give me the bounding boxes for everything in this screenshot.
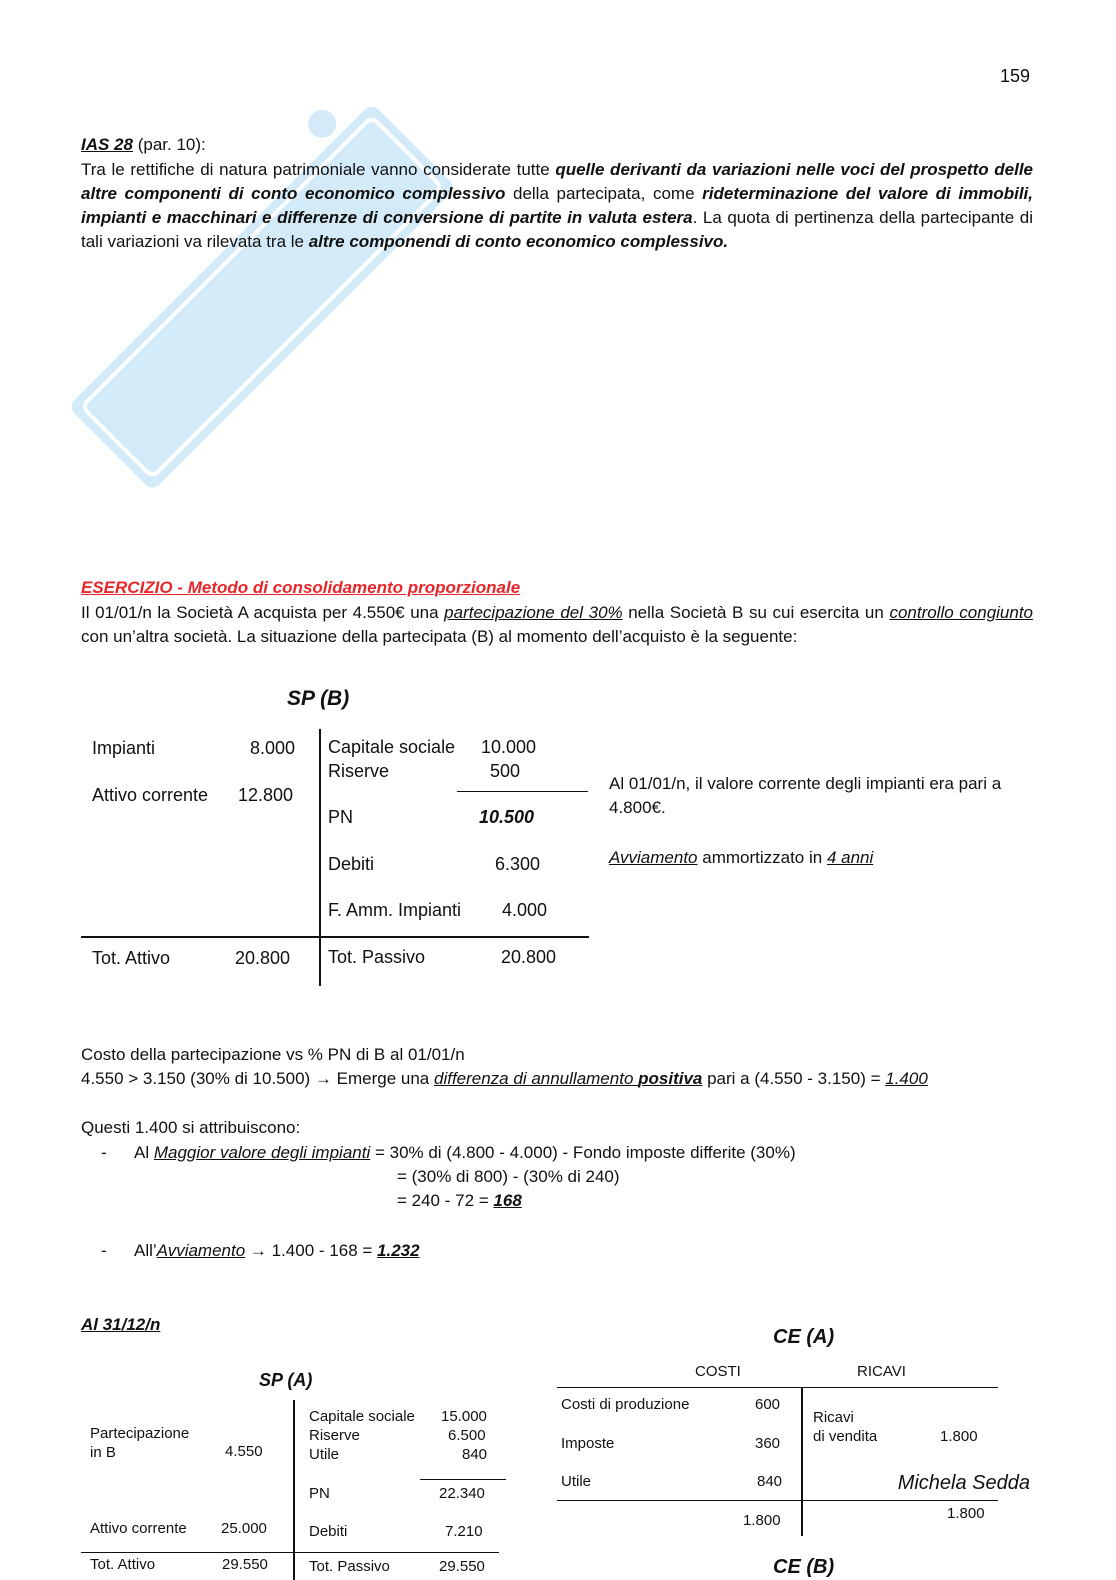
- spa-deb-label: Debiti: [309, 1523, 348, 1540]
- spa-title: SP (A): [259, 1370, 313, 1390]
- spa-part-value: 4.550: [225, 1443, 263, 1460]
- spa-part-label: Partecipazione in B: [90, 1425, 190, 1461]
- cea-r1-value: 1.800: [940, 1428, 978, 1445]
- cea-title: CE (A): [773, 1326, 835, 1348]
- spb-asset-value: 12.800: [238, 785, 294, 805]
- bullet-dash: -: [101, 1241, 107, 1260]
- spb-ris-label: Riserve: [328, 761, 390, 781]
- spb-total-line: [81, 936, 589, 938]
- cea-tot-left: 1.800: [743, 1512, 781, 1529]
- section-date: Al 31/12/n: [81, 1315, 161, 1334]
- spa-tot-label: Tot. Attivo: [90, 1556, 156, 1573]
- spa-total-line: [81, 1552, 499, 1553]
- attrib-b1-result: 168: [493, 1191, 522, 1210]
- spa-pn-line: [420, 1479, 506, 1480]
- spa-pn-label: PN: [309, 1485, 330, 1502]
- spb-cap-label: Capitale sociale: [328, 737, 456, 757]
- attrib-title: Questi 1.400 si attribuiscono:: [81, 1118, 301, 1137]
- cea-header-line: [557, 1387, 998, 1388]
- spa-cap-value: 15.000: [441, 1408, 487, 1425]
- cea-costi-header: COSTI: [695, 1363, 741, 1380]
- cea-c1-label: Costi di produzione: [561, 1396, 690, 1413]
- cea-ricavi-header: RICAVI: [857, 1363, 906, 1380]
- cost-text-d: pari a (4.550 - 3.150) =: [702, 1069, 886, 1088]
- spa-tot-value: 29.550: [222, 1556, 268, 1573]
- spb-deb-value: 6.300: [495, 854, 541, 874]
- cea-total-line: [557, 1500, 998, 1501]
- ias-paragraph: [81, 158, 1033, 254]
- spb-asset-label: Attivo corrente: [92, 785, 209, 805]
- page-number: 159: [999, 66, 1030, 86]
- exercise-intro-2: partecipazione del 30%: [444, 603, 623, 622]
- cea-tot-right: 1.800: [947, 1505, 985, 1522]
- spa-cap-label: Capitale sociale: [309, 1408, 415, 1425]
- ias-text-2: quelle derivanti da variazioni nelle voci del prospetto delle altre componenti di conto economico complessivo: [81, 160, 1033, 203]
- spb-deb-label: Debiti: [328, 854, 375, 874]
- cost-line-2: [81, 1067, 928, 1091]
- spa-totp-value: 29.550: [439, 1558, 485, 1575]
- attrib-bullet-2: [134, 1239, 420, 1263]
- author-signature: Michela Sedda: [897, 1472, 1030, 1494]
- ias-text-1: Tra le rettifiche di natura patrimoniale vanno considerate tutte: [81, 160, 556, 179]
- cost-line-1: Costo della partecipazione vs % PN di B al 01/01/n: [81, 1045, 465, 1064]
- spb-asset-label: Impianti: [92, 738, 156, 758]
- exercise-title: ESERCIZIO - Metodo di consolidamento proporzionale: [81, 578, 521, 597]
- watermark-logo: [20, 40, 490, 540]
- attrib-bullet-1-line-2: = (30% di 800) - (30% di 240): [397, 1167, 620, 1186]
- spa-vertical-line: [293, 1400, 295, 1580]
- attrib-b1-text-b: Maggior valore degli impianti: [153, 1143, 371, 1162]
- cost-text-c: positiva: [638, 1069, 703, 1088]
- ceb-title: CE (B): [773, 1556, 835, 1578]
- attrib-b1-line3-text: = 240 - 72 =: [397, 1191, 494, 1210]
- cost-text-b: differenza di annullamento: [433, 1069, 639, 1088]
- exercise-intro-1: Il 01/01/n la Società A acquista per 4.550€ una: [81, 603, 445, 622]
- spa-pn-value: 22.340: [439, 1485, 485, 1502]
- cea-c1-value: 600: [755, 1396, 781, 1413]
- ias-text-3: della partecipata, come: [505, 184, 703, 203]
- attrib-b1-text-c: = 30% di (4.800 - 4.000) - Fondo imposte differite (30%): [370, 1143, 796, 1162]
- cea-c3-label: Utile: [561, 1473, 592, 1490]
- spb-asset-value: 8.000: [250, 738, 296, 758]
- attrib-b1-text-a: Al: [134, 1143, 154, 1162]
- side-note-text: ammortizzato in: [697, 848, 827, 867]
- side-note-avviamento: [609, 846, 873, 870]
- exercise-intro-3: nella Società B su cui esercita un: [622, 603, 890, 622]
- spa-deb-value: 7.210: [445, 1523, 483, 1540]
- spb-cap-value: 10.000: [481, 737, 537, 757]
- attrib-b2-text-a: All’: [134, 1241, 157, 1260]
- ias-reference-line: [81, 133, 1033, 157]
- spb-pn-line: [457, 791, 588, 792]
- ias-text-5: . La quota di pertinenza della partecipante di tali variazioni va rilevata tra le: [81, 208, 1034, 251]
- spa-util-value: 840: [462, 1446, 488, 1463]
- spb-title: SP (B): [287, 687, 350, 710]
- cea-vertical-line: [801, 1388, 803, 1536]
- side-note-avviamento-word: Avviamento: [609, 848, 698, 867]
- spb-tot-passivo-label: Tot. Passivo: [328, 947, 426, 967]
- ias-par: (par. 10):: [132, 135, 206, 154]
- spb-famm-value: 4.000: [502, 900, 548, 920]
- exercise-intro-4: controllo congiunto: [889, 603, 1034, 622]
- spa-util-label: Utile: [309, 1446, 340, 1463]
- cea-c2-value: 360: [755, 1435, 781, 1452]
- spa-att-value: 25.000: [221, 1520, 267, 1537]
- attrib-b2-text-b: Avviamento: [156, 1241, 246, 1260]
- spb-pn-value: 10.500: [479, 807, 535, 827]
- spb-pn-label: PN: [328, 807, 354, 827]
- spb-tot-attivo-label: Tot. Attivo: [92, 948, 171, 968]
- ias-text-6: altre componendi di conto economico complessivo.: [308, 232, 729, 251]
- cea-c3-value: 840: [757, 1473, 783, 1490]
- attrib-bullet-1: [134, 1141, 796, 1165]
- spa-totp-label: Tot. Passivo: [309, 1558, 390, 1575]
- attrib-bullet-1-line-3: [397, 1189, 522, 1213]
- spb-vertical-line: [319, 729, 321, 986]
- spb-tot-attivo-value: 20.800: [235, 948, 291, 968]
- spb-ris-value: 500: [490, 761, 521, 781]
- ias-ref: IAS 28: [81, 135, 133, 154]
- exercise-intro-5: con un’altra società. La situazione della partecipata (B) al momento dell’acquisto è la seguente:: [81, 627, 798, 646]
- ias-text-4: rideterminazione del valore di immobili, impianti e macchinari e differenze di conversione di partite in valuta estera: [81, 184, 1033, 227]
- side-note-value: Al 01/01/n, il valore corrente degli impianti era pari a 4.800€.: [609, 774, 1002, 817]
- side-note-years: 4 anni: [826, 848, 874, 867]
- cost-text-e: 1.400: [885, 1069, 928, 1088]
- cea-c2-label: Imposte: [561, 1435, 615, 1452]
- bullet-dash: -: [101, 1143, 107, 1162]
- spa-att-label: Attivo corrente: [90, 1520, 187, 1537]
- cea-r1-label: Ricavi di vendita: [813, 1409, 878, 1445]
- cost-text-a: 4.550 > 3.150 (30% di 10.500) → Emerge una: [81, 1069, 434, 1088]
- exercise-intro: [81, 601, 1033, 649]
- spb-famm-label: F. Amm. Impianti: [328, 900, 462, 920]
- attrib-b2-text-c: → 1.400 - 168 =: [245, 1241, 378, 1260]
- spa-ris-value: 6.500: [448, 1427, 486, 1444]
- spb-tot-passivo-value: 20.800: [501, 947, 557, 967]
- spa-ris-label: Riserve: [309, 1427, 360, 1444]
- attrib-b2-result: 1.232: [377, 1241, 420, 1260]
